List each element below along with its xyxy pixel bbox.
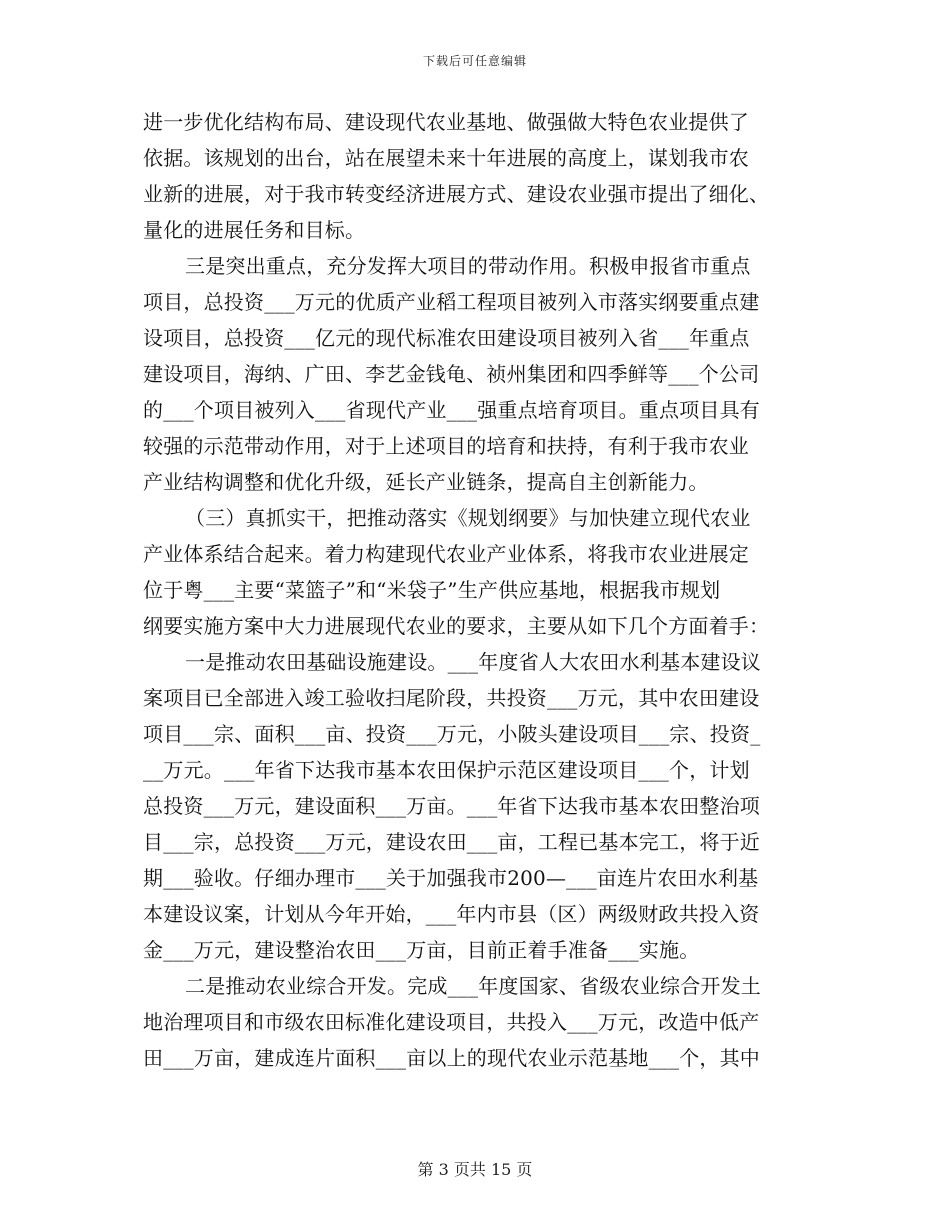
text-line: 较强的示范带动作用，对于上述项目的培育和扶持，有利于我市农业 bbox=[143, 434, 749, 458]
text-line: 依据。该规划的出台，站在展望未来十年进展的高度上，谋划我市农 bbox=[143, 146, 749, 170]
text-line: 项目___宗、面积___亩、投资___万元，小陂头建设项目___宗、投资_ bbox=[143, 722, 761, 746]
text-line: 的___个项目被列入___省现代产业___强重点培育项目。重点项目具有 bbox=[143, 398, 760, 422]
text-line: __万元。___年省下达我市基本农田保护示范区建设项目___个，计划 bbox=[143, 758, 750, 782]
text-line: 总投资___万元，建设面积___万亩。___年省下达我市基本农田整治项 bbox=[143, 794, 760, 818]
text-line: 进一步优化结构布局、建设现代农业基地、做强做大特色农业提供了 bbox=[143, 110, 749, 134]
text-line: 地治理项目和市级农田标准化建设项目，共投入___万元，改造中低产 bbox=[143, 1010, 760, 1034]
text-line: 产业结构调整和优化升级，延长产业链条，提高自主创新能力。 bbox=[143, 470, 709, 494]
text-line: 二是推动农业综合开发。完成___年度国家、省级农业综合开发土 bbox=[185, 974, 761, 998]
text-line: 产业体系结合起来。着力构建现代农业产业体系，将我市农业进展定 bbox=[143, 542, 749, 566]
text-line: 设项目，总投资___亿元的现代标准农田建设项目被列入省___年重点 bbox=[143, 326, 750, 350]
text-line: 纲要实施方案中大力进展现代农业的要求，主要从如下几个方面着手： bbox=[143, 614, 770, 638]
text-line: 量化的进展任务和目标。 bbox=[143, 218, 366, 242]
text-line: 建设项目，海纳、广田、李艺金钱龟、祯州集团和四季鲜等___个公司 bbox=[143, 362, 760, 386]
text-line: 一是推动农田基础设施建设。___年度省人大农田水利基本建设议 bbox=[185, 650, 761, 674]
text-line: 位于粤___主要“菜篮子”和“米袋子”生产供应基地，根据我市规划 bbox=[143, 578, 721, 602]
text-line: 目___宗，总投资___万元，建设农田___亩，工程已基本完工，将于近 bbox=[143, 830, 760, 854]
text-line: 案项目已全部进入竣工验收扫尾阶段，共投资___万元，其中农田建设 bbox=[143, 686, 760, 710]
text-line: 三是突出重点，充分发挥大项目的带动作用。积极申报省市重点 bbox=[185, 254, 751, 278]
text-line: 期___验收。仔细办理市___关于加强我市200—___亩连片农田水利基 bbox=[143, 866, 759, 890]
text-line: 金___万元，建设整治农田___万亩，目前正着手准备___实施。 bbox=[143, 938, 700, 962]
page-footer: 第 3 页共 15 页 bbox=[417, 1160, 533, 1179]
text-line: 项目，总投资___万元的优质产业稻工程项目被列入市落实纲要重点建 bbox=[143, 290, 760, 314]
text-line: 业新的进展，对于我市转变经济进展方式、建设农业强市提出了细化、 bbox=[143, 182, 770, 206]
body-text bbox=[143, 104, 811, 1076]
page-header: 下载后可任意编辑 bbox=[422, 54, 527, 68]
text-line: （三）真抓实干，把推动落实《规划纲要》与加快建立现代农业 bbox=[185, 506, 751, 530]
text-line: 本建设议案，计划从今年开始，___年内市县（区）两级财政共投入资 bbox=[143, 902, 760, 926]
text-line: 田___万亩，建成连片面积___亩以上的现代农业示范基地___个，其中 bbox=[143, 1046, 760, 1070]
